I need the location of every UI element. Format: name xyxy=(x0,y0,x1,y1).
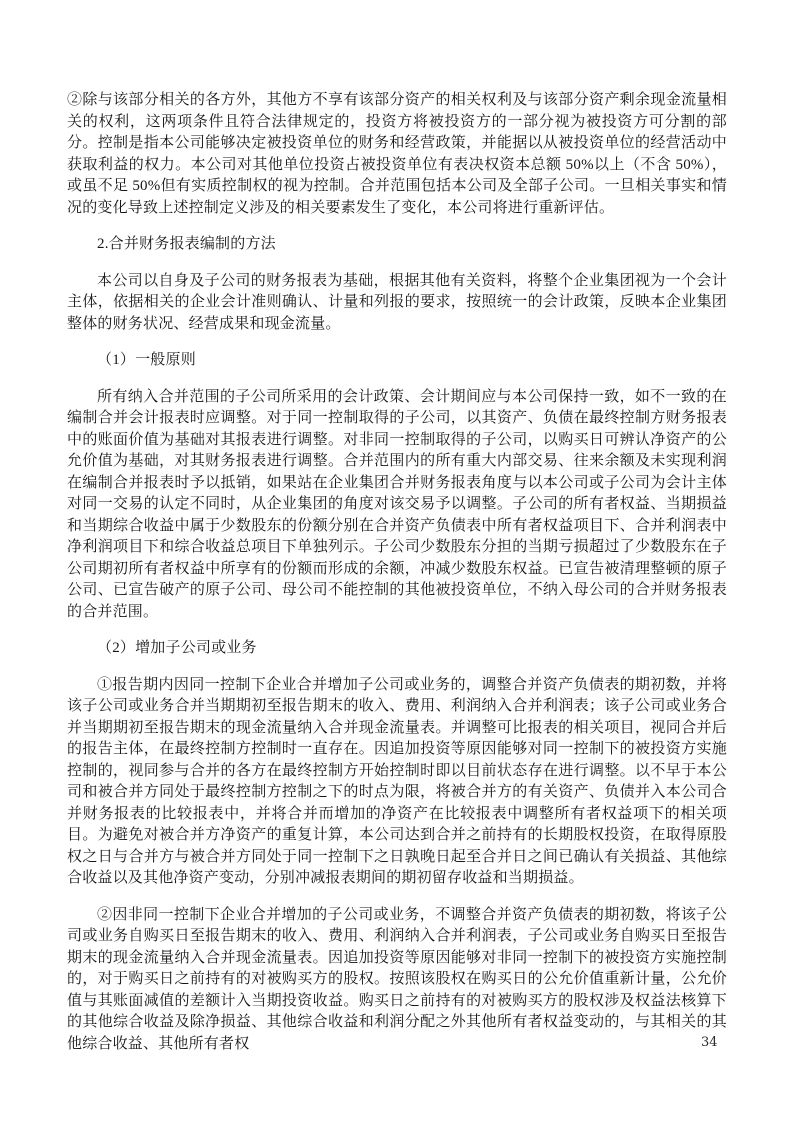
paragraph-general-principles: 所有纳入合并范围的子公司所采用的会计政策、会计期间应与本公司保持一致，如不一致的在编制合并会计报表时应调整。对于同一控制取得的子公司，以其资产、负债在最终控制方财务报表中的账面价值为基础对其报表进行调整。对非同一控制取得的子公司，以购买日可辨认净资产的公允价值为基础，对其财务报表进行调整。合并范围内的所有重大内部交易、往来余额及未实现利润在编制合并报表时予以抵销，如果站在企业集团合并财务报表角度与以本公司或子公司为会计主体对同一交易的认定不同时，从企业集团的角度对该交易予以调整。子公司的所有者权益、当期损益和当期综合收益中属于少数股东的份额分别在合并资产负债表中所有者权益项目下、合并利润表中净利润项目下和综合收益总项目下单独列示。子公司少数股东分担的当期亏损超过了少数股东在子公司期初所有者权益中所享有的份额而形成的余额，冲减少数股东权益。已宣告被清理整顿的原子公司、已宣告破产的原子公司、母公司不能控制的其他被投资单位，不纳入母公司的合并财务报表的合并范围。 xyxy=(67,388,727,620)
paragraph-control-definition-continuation: ②除与该部分相关的各方外，其他方不享有该部分资产的相关权利及与该部分资产剩余现金流量相关的权利，这两项条件且符合法律规定的，投资方将被投资方的一部分视为被投资方可分割的部分。控制是指本公司能够决定被投资单位的财务和经营政策，并能据以从被投资单位的经营活动中获取利益的权力。本公司对其他单位投资占被投资单位有表决权资本总额 50%以上（不含 50%），或虽不足 50%但有实质控制权的视为控制。合并范围包括本公司及全部子公司。一旦相关事实和情况的变化导致上述控制定义涉及的相关要素发生了变化，本公司将进行重新评估。 xyxy=(67,92,727,216)
subsection-heading-general-principles: （1）一般原则 xyxy=(97,352,196,368)
subsection-heading-adding-subsidiaries: （2）增加子公司或业务 xyxy=(97,640,257,656)
page-content xyxy=(67,90,727,1070)
paragraph-same-control-merger: ①报告期内因同一控制下企业合并增加子公司或业务的，调整合并资产负债表的期初数，并将该子公司或业务合并当期期初至报告期末的收入、费用、利润纳入合并利润表；该子公司或业务合并当期期初至报告期末的现金流量纳入合并现金流量表。并调整可比报表的相关项目，视同合并后的报告主体，在最终控制方控制时一直存在。因追加投资等原因能够对同一控制下的被投资方实施控制的，视同参与合并的各方在最终控制方开始控制时即以目前状态存在进行调整。以不早于本公司和被合并方同处于最终控制方控制之下的时点为限，将被合并方的有关资产、负债并入本公司合并财务报表的比较报表中，并将合并而增加的净资产在比较报表中调整所有者权益项下的相关项目。为避免对被合并方净资产的重复计算，本公司达到合并之前持有的长期股权投资，在取得原股权之日与合并方与被合并方同处于同一控制下之日孰晚日起至合并日之间已确认有关损益、其他综合收益以及其他净资产变动，分别冲减报表期间的期初留存收益和当期损益。 xyxy=(67,676,727,886)
paragraph-non-same-control-merger: ②因非同一控制下企业合并增加的子公司或业务，不调整合并资产负债表的期初数，将该子公司或业务自购买日至报告期末的收入、费用、利润纳入合并利润表，子公司或业务自购买日至报告期末的现金流量纳入合并现金流量表。因追加投资等原因能够对非同一控制下的被投资方实施控制的，对于购买日之前持有的对被购买方的股权。按照该股权在购买日的公允价值重新计量，公允价值与其账面减值的差额计入当期投资收益。购买日之前持有的对被购买方的股权涉及权益法核算下的其他综合收益及除净损益、其他综合收益和利润分配之外其他所有者权益变动的，与其相关的其他综合收益、其他所有者权 xyxy=(67,906,727,1052)
paragraph-consolidation-basis: 本公司以自身及子公司的财务报表为基础，根据其他有关资料，将整个企业集团视为一个会计主体，依据相关的企业会计准则确认、计量和列报的要求，按照统一的会计政策，反映本企业集团整体的财务状况、经营成果和现金流量。 xyxy=(67,272,727,332)
section-heading-consolidation-method: 2.合并财务报表编制的方法 xyxy=(97,236,276,252)
page-number: 34 xyxy=(701,1035,718,1050)
